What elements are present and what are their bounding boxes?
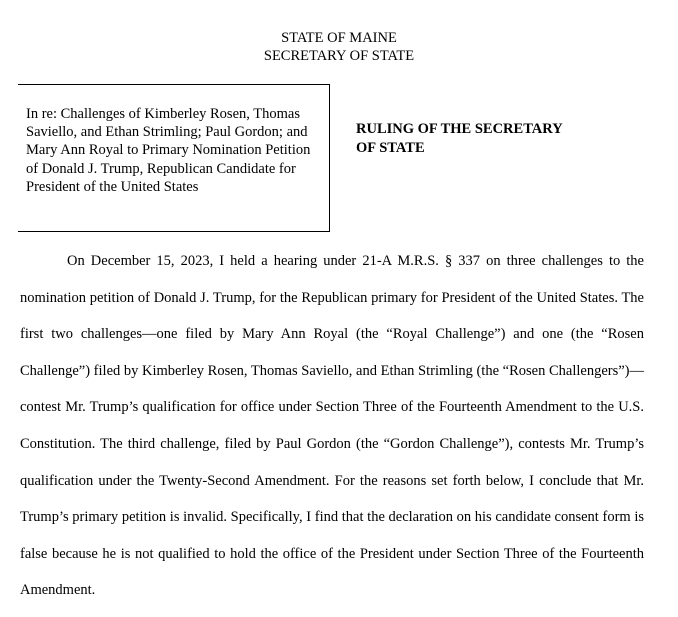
ruling-title-line1: RULING OF THE SECRETARY [356, 121, 563, 137]
case-caption-box [18, 84, 330, 232]
header-state: STATE OF MAINE [281, 30, 397, 46]
document-header [0, 29, 678, 65]
header-office: SECRETARY OF STATE [263, 48, 415, 64]
body-paragraph: On December 15, 2023, I held a hearing under 21-A M.R.S. § 337 on three challenges to the nomination petition of Donald J. Trump, for the Republican primary for President of the United States. The first two challenges—one filed by Mary Ann Royal (the “Royal Challenge”) and one (the “Rosen Challenge”) filed by Kimberley Rosen, Thomas Saviello, and Ethan Strimling (the “Rosen Challengers”)—contest Mr. Trump’s qualification for office under Section Three of the Fourteenth Amendment to the U.S. Constitution. The third challenge, filed by Paul Gordon (the “Gordon Challenge”), contests Mr. Trump’s qualification under the Twenty-Second Amendment. For the reasons set forth below, I conclude that Mr. Trump’s primary petition is invalid. Specifically, I find that the declaration on his candidate consent form is false because he is not qualified to hold the office of the President under Section Three of the Fourteenth Amendment. [20, 253, 644, 599]
case-caption-text: In re: Challenges of Kimberley Rosen, Thomas Saviello, and Ethan Strimling; Paul Gordon; and Mary Ann Royal to Primary Nomination Petition of Donald J. Trump, Republican Candidate for President of the United States [26, 106, 311, 195]
ruling-title-line2: OF STATE [356, 140, 425, 156]
ruling-title [356, 120, 563, 158]
